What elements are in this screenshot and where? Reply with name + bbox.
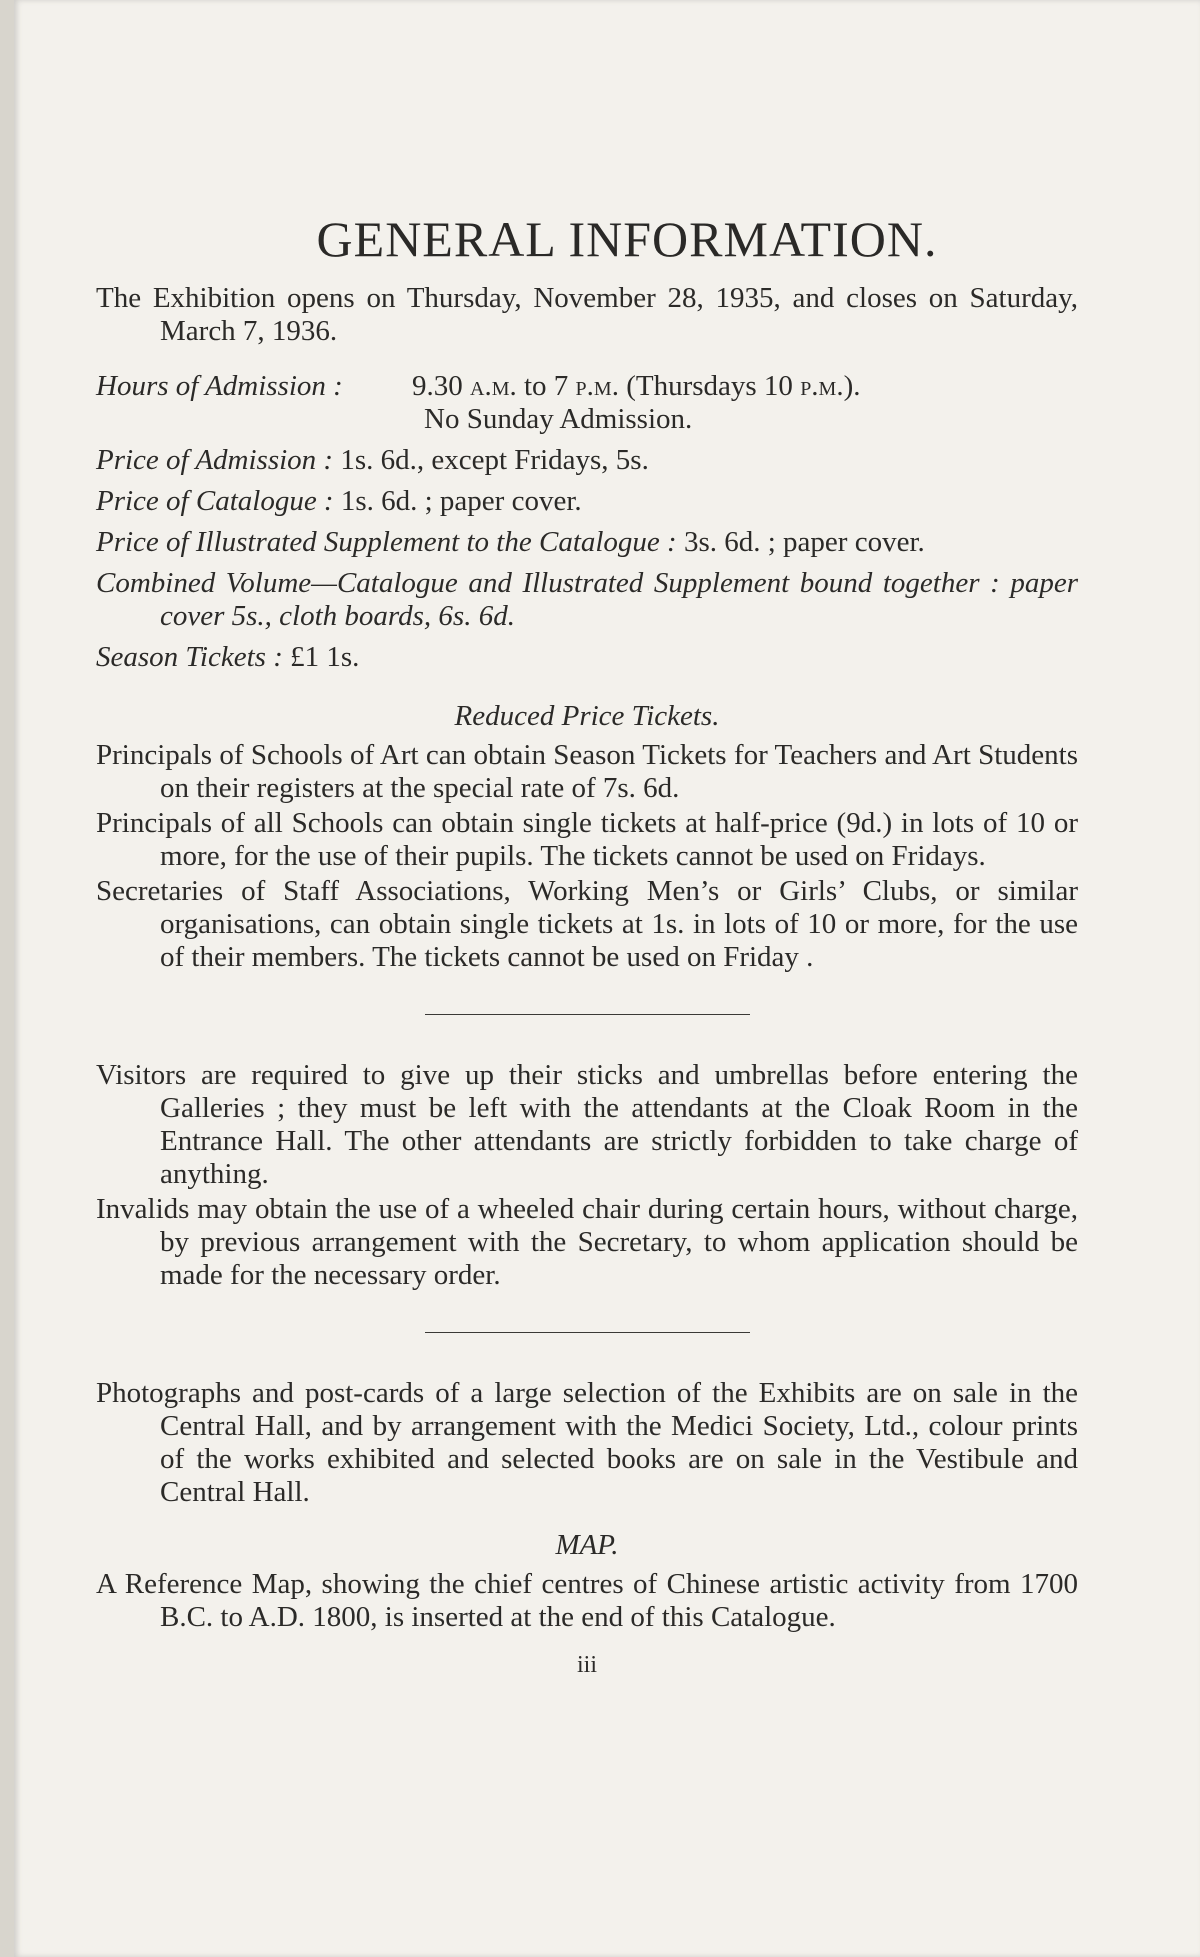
page-number: iii [576, 1652, 597, 1678]
hours-note: No Sunday Admission. [424, 403, 693, 435]
hours-of-admission [96, 370, 1078, 403]
map-paragraph: A Reference Map, showing the chief centres of Chinese artistic activity from 1700 B.C. to A.D. 1800, is inserted at the end of this Catalogue. [96, 1568, 1078, 1633]
reduced-item-3: Secretaries of Staff Associations, Working Men’s or Girls’ Clubs, or similar organisations, can obtain single tickets at 1s. in lots of 10 or more, for the use of their members. The tickets cannot be used on Friday . [96, 875, 1078, 973]
visitors-paragraph: Visitors are required to give up their sticks and umbrellas before entering the Galleries ; they must be left with the attendants at the Cloak Room in the Entrance Hall. The other attendants are strictly forbidden to take charge of anything. [96, 1059, 1078, 1190]
combined-volume: Combined Volume—Catalogue and Illustrated Supplement bound together : paper cover 5s., cloth boards, 6s. 6d. [96, 567, 1078, 632]
hours-label: Hours of Admission : [96, 370, 343, 402]
hours-value: 9.30 a.m. to 7 p.m. (Thursdays 10 p.m.). [412, 370, 861, 402]
price-of-catalogue: Price of Catalogue : 1s. 6d. ; paper cover. [96, 485, 582, 517]
photographs-paragraph: Photographs and post-cards of a large selection of the Exhibits are on sale in the Central Hall, and by arrangement with the Medici Society, Ltd., colour prints of the works exhibited and selected books are on sale in the Vestibule and Central Hall. [96, 1377, 1078, 1508]
book-spine-edge [0, 0, 14, 1957]
reduced-item-1: Principals of Schools of Art can obtain Season Tickets for Teachers and Art Students on their registers at the special rate of 7s. 6d. [96, 739, 1078, 804]
page-title: GENERAL INFORMATION. [316, 211, 938, 267]
reduced-item-2: Principals of all Schools can obtain single tickets at half-price (9d.) in lots of 10 or more, for the use of their pupils. The tickets cannot be used on Fridays. [96, 807, 1078, 872]
invalids-paragraph: Invalids may obtain the use of a wheeled chair during certain hours, without charge, by previous arrangement with the Secretary, to whom application should be made for the necessary order. [96, 1193, 1078, 1291]
price-of-supplement: Price of Illustrated Supplement to the Catalogue : 3s. 6d. ; paper cover. [96, 526, 925, 558]
page-content [96, 210, 1078, 1679]
price-of-admission: Price of Admission : 1s. 6d., except Fridays, 5s. [96, 444, 649, 476]
opening-paragraph: The Exhibition opens on Thursday, November 28, 1935, and closes on Saturday, March 7, 1936. [96, 282, 1078, 347]
divider-rule [425, 1014, 750, 1015]
season-tickets: Season Tickets : £1 1s. [96, 641, 360, 673]
book-page [14, 0, 1200, 1957]
divider-rule [425, 1332, 750, 1333]
reduced-price-heading: Reduced Price Tickets. [454, 700, 720, 732]
map-heading: MAP. [555, 1529, 619, 1561]
